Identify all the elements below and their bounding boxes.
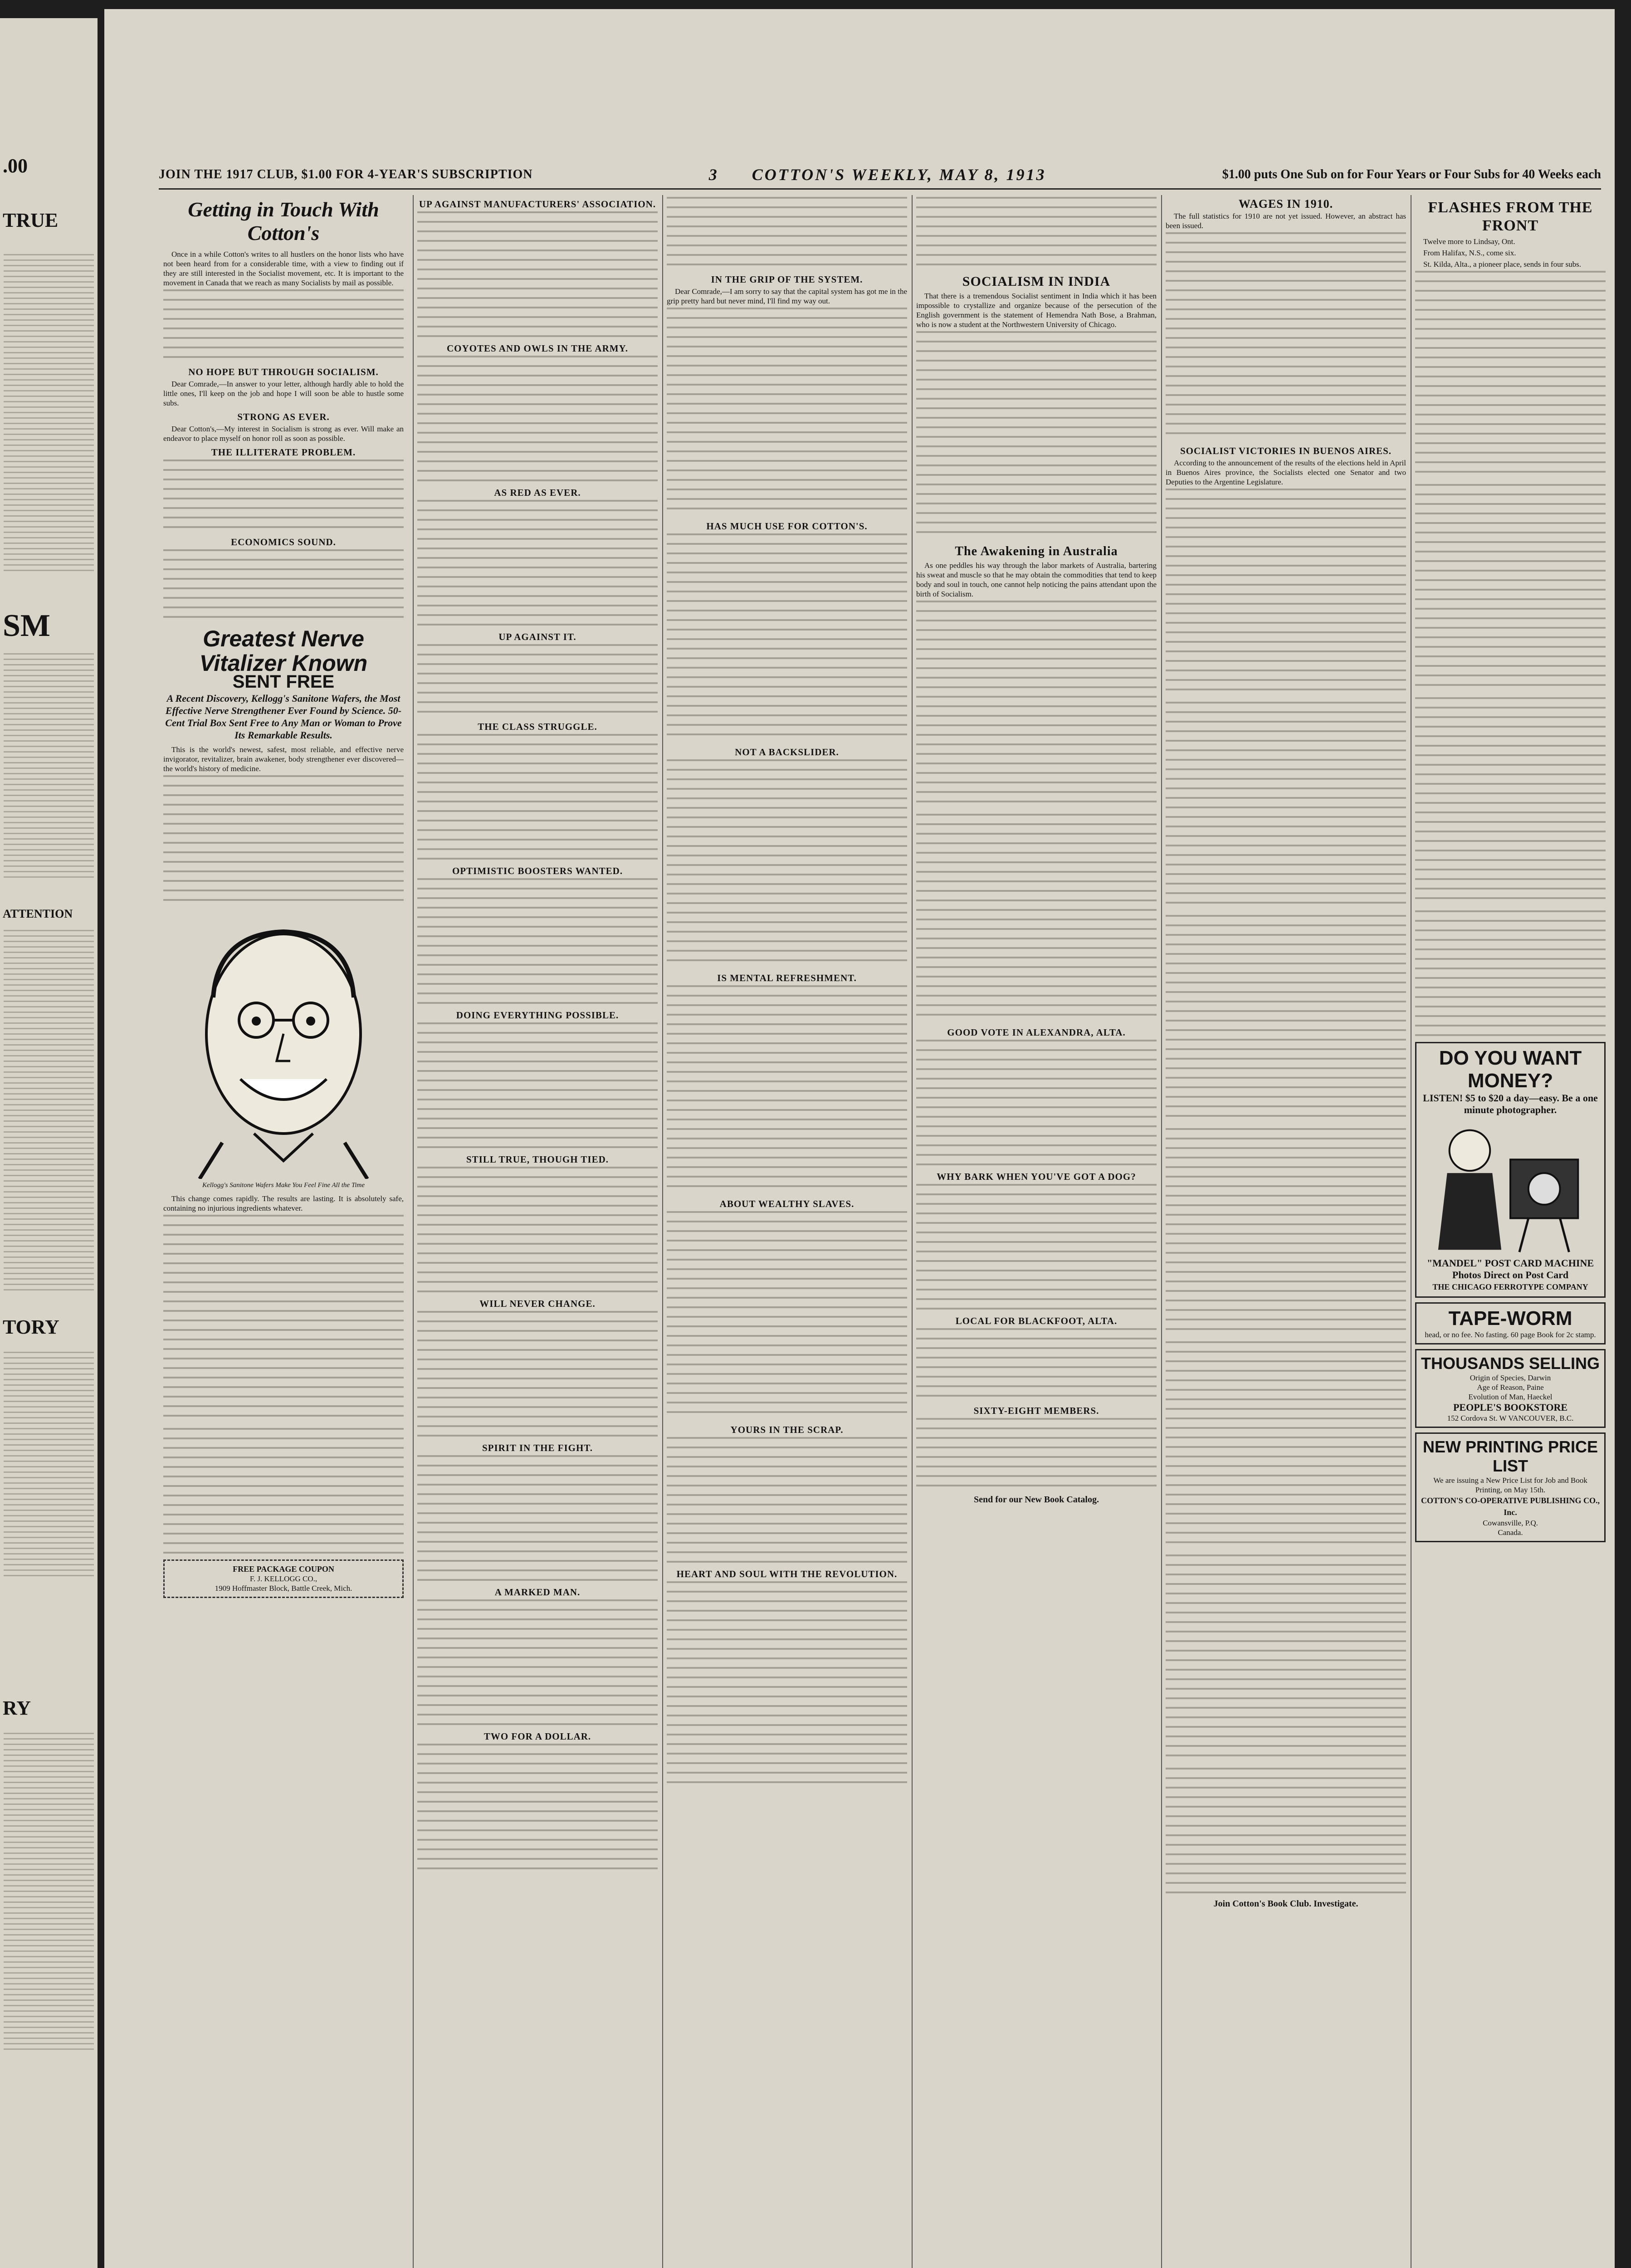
column-5 [1166,195,1406,2268]
text-block [916,1040,1157,1167]
ad-item: Age of Reason, Paine [1477,1383,1544,1392]
text-block [163,775,404,902]
text-block [417,356,658,483]
money-ad [1415,1042,1606,1298]
text-block [667,1581,907,1790]
coupon-address: 1909 Hoffmaster Block, Battle Creek, Mich. [215,1584,352,1593]
text-block [916,814,1157,1022]
ad-lede: A Recent Discovery, Kellogg's Sanitone Wafers, the Most Effective Nerve Strengthener Ever Found by Science. 50-Cent Trial Box Sent Free to Any Man or Woman to Prove Its Remarkable Results. [165,693,402,741]
printing-ad [1415,1432,1606,1542]
text-block [1415,271,1606,479]
section-heading: IS MENTAL REFRESHMENT. [717,973,857,983]
ad-body-more: This change comes rapidly. The results are lasting. It is absolutely safe, containing no injurious ingredients whatever. [163,1194,404,1212]
letter-text: Dear Comrade,—In answer to your letter, although hardly able to hold the little ones, I'll keep on the job and hope I will soon be able to hustle some subs. [163,380,404,407]
letter-text: Dear Cotton's,—My interest in Socialism is strong as ever. Will make an endeavor to place myself on honor roll as soon as possible. [163,425,404,443]
text-block [163,289,404,362]
column-6 [1415,195,1606,2268]
prev-stub-5: TORY [3,1316,59,1338]
prev-stub-3: SM [3,608,50,643]
section-heading: UP AGAINST IT. [498,631,576,642]
text-block [667,985,907,1194]
prev-text-block [4,653,94,880]
text-block [667,533,907,742]
section-heading: STILL TRUE, THOUGH TIED. [466,1154,609,1165]
section-heading: SIXTY-EIGHT MEMBERS. [973,1405,1099,1416]
text-block [417,1455,658,1582]
letter-text: Dear Comrade,—I am sorry to say that the capital system has got me in the grip pretty hard but never mind, I'll find my way out. [667,287,907,305]
text-block [916,197,1157,269]
masthead-right: $1.00 puts One Sub on for Four Years or Four Subs for 40 Weeks each [1222,167,1601,181]
section-heading: THE CLASS STRUGGLE. [478,721,597,732]
section-heading: TWO FOR A DOLLAR. [483,1731,591,1742]
article-intro: Once in a while Cotton's writes to all hustlers on the honor lists who have not been heard from for a considerable time, with a view to finding out if they are still interested in the Socialist movement, etc. It is important to the movement in Canada that we reach as many Socialists by mail as possible. [163,250,404,287]
column-4 [916,195,1157,2268]
section-heading: LOCAL FOR BLACKFOOT, ALTA. [955,1315,1118,1326]
prev-text-block [4,254,94,572]
ad-country: Canada. [1498,1528,1523,1537]
ad-body: This is the world's newest, safest, most reliable, and effective nerve invigorator, revitalizer, brain awakener, body strengthener ever discovered—the world's history of medicine. [163,745,404,773]
text-block [916,1184,1157,1311]
ad-headline: NEW PRINTING PRICE LIST [1422,1437,1598,1475]
column-footer: Join Cotton's Book Club. Investigate. [1213,1899,1358,1909]
section-heading: DOING EVERYTHING POSSIBLE. [456,1010,619,1021]
section-heading: COYOTES AND OWLS IN THE ARMY. [446,343,629,354]
text-block [1415,910,1606,1037]
ad-machine: "MANDEL" POST CARD MACHINE [1426,1257,1594,1269]
column-footer: Send for our New Book Catalog. [974,1495,1099,1505]
portrait-illustration [163,907,404,1179]
coupon-title: FREE PACKAGE COUPON [233,1564,334,1574]
ad-line: Photos Direct on Post Card [1452,1269,1569,1281]
section-heading: HEART AND SOUL WITH THE REVOLUTION. [676,1569,898,1579]
newspaper-page [104,9,1615,2268]
text-block [163,1428,404,1555]
text-block [417,211,658,338]
section-heading: GOOD VOTE IN ALEXANDRA, ALTA. [947,1027,1126,1038]
text-block [417,500,658,627]
section-heading: UP AGAINST MANUFACTURERS' ASSOCIATION. [419,199,656,210]
ad-company: COTTON'S CO-OPERATIVE PUBLISHING CO., Inc. [1421,1496,1600,1517]
text-block [1166,1554,1406,1763]
prev-text-block [4,1352,94,1579]
text-block [1166,1128,1406,1337]
ad-headline: THOUSANDS SELLING [1421,1354,1600,1373]
text-block [667,1437,907,1564]
free-package-coupon[interactable] [163,1559,404,1598]
section-heading: A MARKED MAN. [494,1587,581,1598]
text-block [1166,1768,1406,1895]
coupon-company: F. J. KELLOGG CO., [249,1574,317,1583]
section-heading: NOT A BACKSLIDER. [735,747,839,758]
prev-stub-6: RY [3,1697,31,1719]
ad-company: THE CHICAGO FERROTYPE COMPANY [1432,1282,1588,1291]
section-heading: OPTIMISTIC BOOSTERS WANTED. [452,865,623,876]
tape-worm-ad [1415,1302,1606,1344]
ad-headline: Greatest Nerve Vitalizer Known [199,626,368,676]
text-block [667,1211,907,1420]
masthead-left: JOIN THE 1917 CLUB, $1.00 FOR 4-YEAR'S SUBSCRIPTION [159,167,533,181]
column-rule [912,195,913,2268]
section-heading: ABOUT WEALTHY SLAVES. [719,1198,855,1209]
flash-item: From Halifax, N.S., come six. [1423,249,1516,257]
ad-store: PEOPLE'S BOOKSTORE [1453,1402,1568,1413]
text-block [163,459,404,532]
section-heading: FLASHES FROM THE FRONT [1428,199,1593,234]
ad-address: 152 Cordova St. W VANCOUVER, B.C. [1447,1414,1574,1422]
text-block [916,1418,1157,1491]
previous-page-strip [0,18,98,2268]
article-title: Getting in Touch With Cotton's [188,198,379,244]
prev-text-block [4,930,94,1293]
flash-item: St. Kilda, Alta., a pioneer place, sends in four subs. [1423,260,1581,269]
text-block [417,1167,658,1294]
section-heading: ECONOMICS SOUND. [231,537,336,547]
article-text: That there is a tremendous Socialist sentiment in India which it has been impossible to crystallize and organize because of the persecution of the English government is the statement of Hemendra Nath Bose, a Brahman, who is now a student at the Northwestern University of Chicago. [916,292,1157,329]
masthead-center [709,165,1046,184]
section-heading: The Awakening in Australia [955,544,1118,558]
ad-text: LISTEN! $5 to $20 a day—easy. Be a one minute photographer. [1423,1092,1598,1115]
text-block [1166,915,1406,1124]
text-block [417,878,658,1005]
section-heading: SOCIALIST VICTORIES IN BUENOS AIRES. [1180,445,1392,456]
section-heading: NO HOPE BUT THROUGH SOCIALISM. [188,367,379,377]
article-text: As one peddles his way through the labor markets of Australia, bartering his sweat and muscle so that he may obtain the commodities that tend to keep body and soul in touch, one cannot help noticing the pains attendant upon the birth of Socialism. [916,561,1157,598]
section-heading: WILL NEVER CHANGE. [479,1298,596,1309]
photographer-illustration [1420,1119,1601,1255]
section-heading: WHY BARK WHEN YOU'VE GOT A DOG? [937,1171,1136,1182]
section-heading: STRONG AS EVER. [237,411,330,422]
text-block [1415,484,1606,693]
masthead [159,161,1601,190]
portrait-caption: Kellogg's Sanitone Wafers Make You Feel Fine All the Time [202,1182,365,1189]
ad-item: Evolution of Man, Haeckel [1468,1393,1553,1401]
text-block [417,1744,658,1871]
text-block [916,1328,1157,1401]
section-heading: AS RED AS EVER. [494,487,581,498]
ad-headline: DO YOU WANT MONEY? [1439,1047,1582,1092]
column-rule [413,195,414,2268]
column-rule [662,195,663,2268]
section-heading: IN THE GRIP OF THE SYSTEM. [711,274,863,285]
column-3 [667,195,907,2268]
text-block [1415,697,1606,906]
article-text: The full statistics for 1910 are not yet issued. However, an abstract has been issued. [1166,212,1406,230]
flash-item: Twelve more to Lindsay, Ont. [1423,237,1515,246]
text-block [163,1215,404,1423]
ad-text: We are issuing a New Price List for Job and Book Printing, on May 15th. [1433,1476,1587,1494]
section-heading: SPIRIT IN THE FIGHT. [482,1442,593,1453]
prev-text-block [4,1733,94,2050]
text-block [163,549,404,622]
section-heading: THE ILLITERATE PROBLEM. [211,447,356,458]
bookstore-ad [1415,1349,1606,1428]
text-block [417,1022,658,1149]
column-rule [1161,195,1162,2268]
text-block [667,759,907,968]
text-block [916,601,1157,809]
section-heading: YOURS IN THE SCRAP. [730,1424,844,1435]
ad-place: Cowansville, P.Q. [1483,1519,1538,1527]
section-heading: HAS MUCH USE FOR COTTON'S. [706,521,868,532]
text-block [1166,232,1406,441]
article-text: According to the announcement of the results of the elections held in April in Buenos Aires province, the Socialists elected one Senator and two Deputies to the Argentine Legislature. [1166,459,1406,486]
text-block [417,1311,658,1438]
section-heading: SOCIALISM IN INDIA [962,274,1111,289]
page-number: 3 [708,166,719,184]
column-1 [163,195,404,2268]
text-block [417,1599,658,1726]
prev-stub-2: TRUE [3,209,59,231]
prev-stub-1: .00 [3,155,28,177]
ad-headline: TAPE-WORM [1448,1307,1572,1330]
paper-title-date: COTTON'S WEEKLY, MAY 8, 1913 [752,166,1046,184]
text-block [667,197,907,269]
column-2 [417,195,658,2268]
text-block [417,644,658,717]
text-block [667,308,907,516]
ad-item: Origin of Species, Darwin [1470,1374,1551,1382]
text-block [1166,1341,1406,1550]
text-block [1166,489,1406,697]
text-block [417,734,658,861]
text-block [1166,702,1406,910]
ad-text: head, or no fee. No fasting. 60 page Book for 2c stamp. [1425,1330,1596,1339]
ad-subheadline: SENT FREE [232,672,335,692]
text-block [916,331,1157,540]
prev-stub-4: ATTENTION [3,907,73,920]
section-heading: WAGES IN 1910. [1238,197,1333,210]
